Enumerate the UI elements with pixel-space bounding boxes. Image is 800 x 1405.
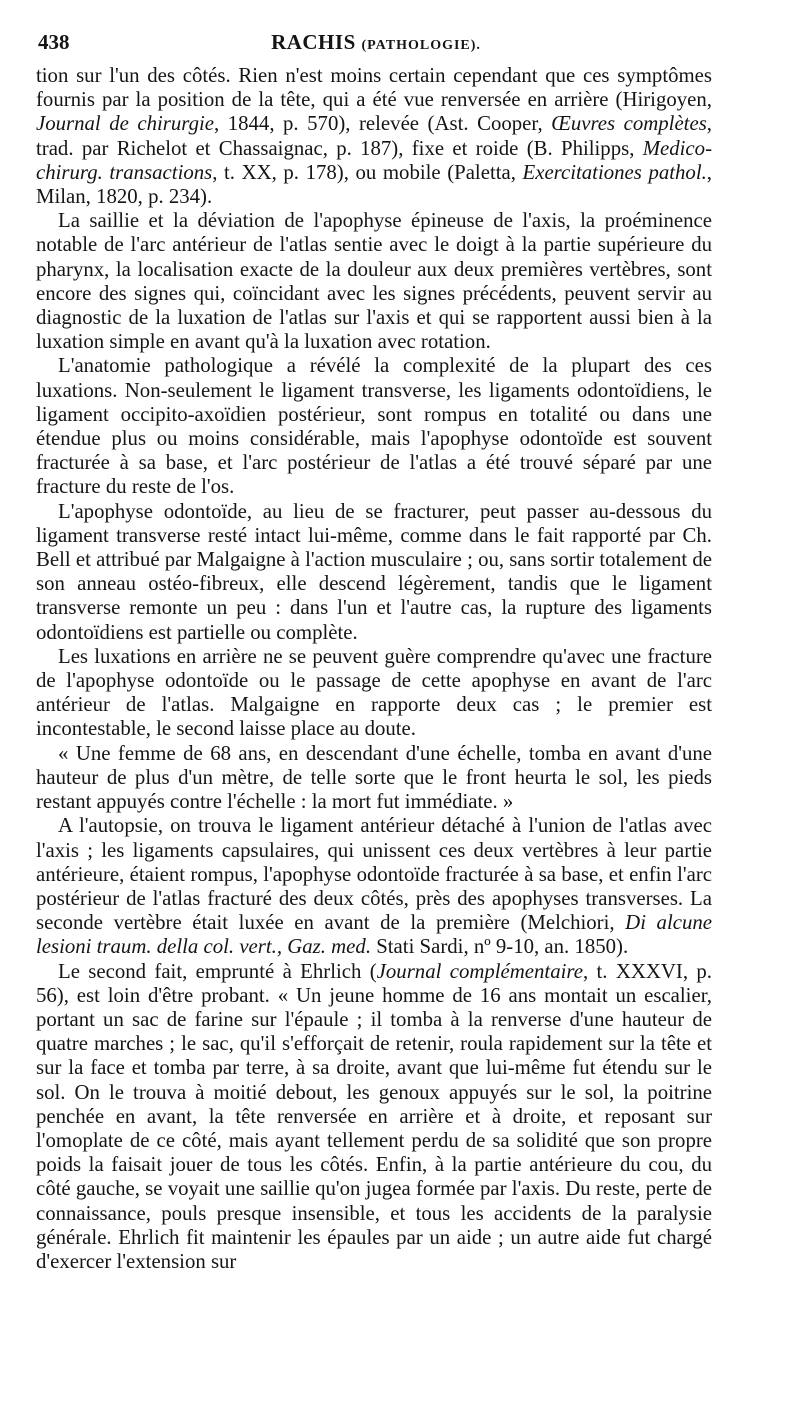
text-run: , t. XX, p. 178), ou mobile (Paletta,: [212, 160, 523, 184]
text-run: , Milan, 1820, p. 234).: [36, 160, 712, 209]
text-run: , trad. par Richelot et Chassaignac, p. 187), fixe et roide (B. Philipps,: [36, 112, 712, 160]
paragraph: [36, 960, 712, 1275]
paragraph: [36, 209, 712, 354]
paragraph: [36, 354, 712, 499]
page-number: 438: [38, 30, 70, 54]
text-run: L'anatomie pathologique a révélé la complexité de la plupart des ces luxations. Non-seulement le ligament transverse, les ligaments odontoïdiens, le ligament occipito-axoïdien postérieur, sont rompus en totalité ou dans une étendue plus ou moins considérable, mais l'apophyse odontoïde est souvent fracturée à sa base, et l'arc postérieur de l'atlas a été trouvé séparé par une fracture du reste de l'os.: [36, 354, 712, 499]
italic-citation: Journal de chirurgie: [36, 112, 214, 136]
running-head-title: RACHIS: [271, 30, 356, 54]
paragraph: [36, 645, 712, 742]
text-run: A l'autopsie, on trouva le ligament antérieur détaché à l'union de l'atlas avec l'axis ; les ligaments capsulaires, qui unissent ces deux vertèbres à leur partie antérieure, étaient rompus, l'apophyse odontoïde fracturée à sa base, et enfin l'arc postérieur de l'atlas fracturé des deux côtés, près des apophyses transverses. La seconde vertèbre était luxée en avant de la première (Melchiori,: [36, 814, 712, 935]
text-run: , t. XXXVI, p. 56), est loin d'être probant. « Un jeune homme de 16 ans montait un escalier, portant un sac de farine sur l'épaule ; il tomba à la renverse d'une hauteur de quatre marches ; le sac, qu'il s'efforçait de retenir, roula rapidement sur la tête et sur la face et tomba par terre, à sa droite, avant que lui-même fut étendu sur le sol. On le trouva à moitié debout, les genoux appuyés sur le sol, la poitrine penchée en avant, la tête renversée en arrière et à droite, et reposant sur l'omoplate de ce côté, mais ayant tellement perdu de sa solidité que son propre poids la faisait jouer de tous les côtés. Enfin, à la partie antérieure du cou, du côté gauche, se voyait une saillie qu'on jugea formée par l'axis. Du reste, perte de connaissance, pouls presque insensible, et tous les accidents de la paralysie générale. Ehrlich fit maintenir les épaules par un aide ; un autre aide fut chargé d'exercer l'extension sur: [36, 959, 712, 1273]
text-run: L'apophyse odontoïde, au lieu de se fracturer, peut passer au-dessous du ligament transverse resté intact lui-même, comme dans le fait rapporté par Ch. Bell et attribué par Malgaigne à l'action musculaire ; ou, sans sortir totalement de son anneau ostéo-fibreux, elle descend légèrement, tandis que le ligament transverse remonte un peu : dans l'un et l'autre cas, la rupture des ligaments odontoïdiens est partielle ou complète.: [36, 499, 712, 644]
paragraph: [36, 500, 712, 645]
text-run: Le second fait, emprunté à Ehrlich (: [58, 959, 377, 983]
italic-citation: Œuvres complètes: [551, 112, 707, 136]
text-run: tion sur l'un des côtés. Rien n'est moins certain cependant que ces symptômes fournis par la position de la tête, qui a été vue renversée en arrière (Hirigoyen,: [36, 64, 712, 112]
italic-citation: Di alcune lesioni traum. della col. vert., Gaz. med.: [36, 911, 712, 959]
italic-citation: Exercitationes pathol.: [522, 160, 707, 184]
paragraph: [36, 814, 712, 959]
italic-citation: Journal complémentaire: [376, 959, 583, 983]
text-run: Stati Sardi, nº 9-10, an. 1850).: [371, 935, 629, 959]
paragraph: [36, 742, 712, 815]
text-run: Les luxations en arrière ne se peuvent guère comprendre qu'avec une fracture de l'apophyse odontoïde ou le passage de cette apophyse en avant de l'arc antérieur de l'atlas. Malgaigne en rapporte deux cas ; le premier est incontestable, le second laisse place au doute.: [36, 644, 712, 741]
body-text: [36, 64, 712, 1274]
page-header: [38, 30, 714, 58]
text-run: , 1844, p. 570), relevée (Ast. Cooper,: [214, 112, 552, 136]
text-run: La saillie et la déviation de l'apophyse épineuse de l'axis, la proéminence notable de l'arc antérieur de l'atlas sentie avec le doigt à la partie supérieure du pharynx, la localisation exacte de la douleur aux deux premières vertèbres, sont encore des signes qui, coïncidant avec les signes précédents, peuvent servir au diagnostic de la luxation de l'atlas sur l'axis et qui se rapportent aussi bien à la luxation simple en avant qu'à la luxation avec rotation.: [36, 209, 712, 354]
italic-citation: Medico-chirurg. transactions: [36, 136, 712, 184]
text-run: « Une femme de 68 ans, en descendant d'une échelle, tomba en avant d'une hauteur de plus d'un mètre, de telle sorte que le front heurta le sol, les pieds restant appuyés contre l'échelle : la mort fut immédiate. »: [36, 741, 712, 814]
paragraph: [36, 64, 712, 209]
running-head-subtitle: (PATHOLOGIE).: [361, 38, 481, 53]
running-head: [38, 30, 714, 55]
